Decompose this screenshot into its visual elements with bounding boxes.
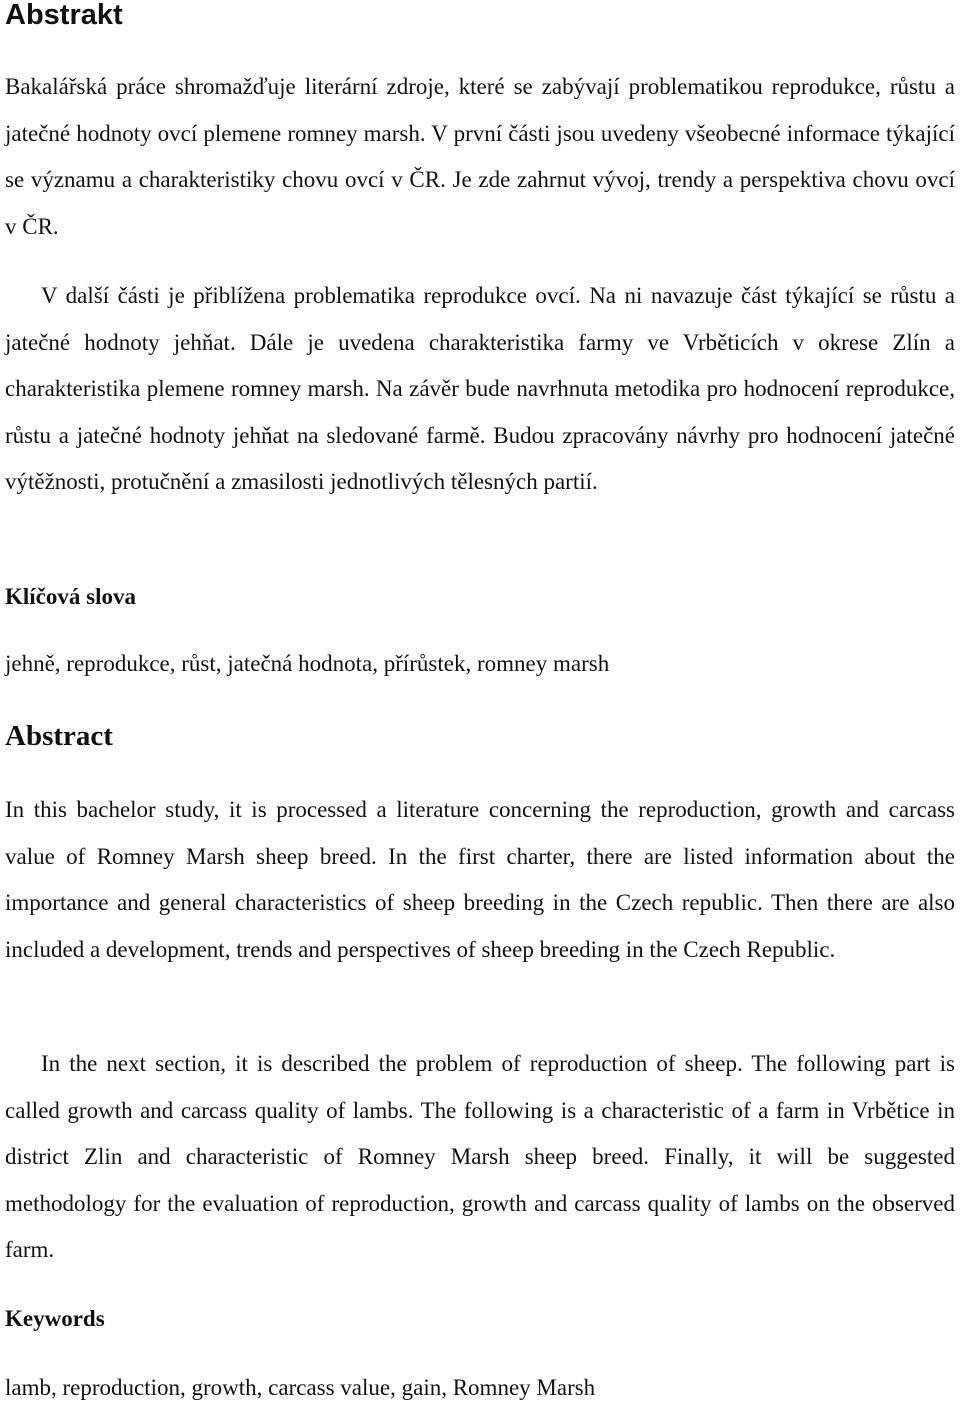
english-keywords-heading: Keywords	[5, 1306, 105, 1331]
english-abstract-paragraph-1: In this bachelor study, it is processed a literature concerning the reproduction, growth and carcass value of Romney Marsh sheep breed. In the first charter, there are listed information about the importance and general characteristics of sheep breeding in the Czech republic. Then there are also included a development, trends and perspectives of sheep breeding in the Czech Republic.	[5, 797, 955, 962]
english-abstract-heading: Abstract	[5, 720, 113, 752]
czech-abstract-paragraph-1: Bakalářská práce shromažďuje literární zdroje, které se zabývají problematikou reprodukce, růstu a jatečné hodnoty ovcí plemene romney marsh. V první části jsou uvedeny všeobecné informace týkající se významu a charakteristiky chovu ovcí v ČR. Je zde zahrnut vývoj, trendy a perspektiva chovu ovcí v ČR.	[5, 74, 955, 239]
english-abstract-paragraph-2: In the next section, it is described the problem of reproduction of sheep. The following part is called growth and carcass quality of lambs. The following is a characteristic of a farm in Vrbětice in district Zlin and characteristic of Romney Marsh sheep breed. Finally, it will be suggested methodology for the evaluation of reproduction, growth and carcass quality of lambs on the observed farm.	[5, 1051, 955, 1263]
czech-abstract-heading: Abstrakt	[5, 0, 123, 31]
czech-abstract-paragraph-2: V další části je přiblížena problematika reprodukce ovcí. Na ni navazuje část týkající se růstu a jatečné hodnoty jehňat. Dále je uvedena charakteristika farmy ve Vrběticích v okrese Zlín a charakteristika plemene romney marsh. Na závěr bude navrhnuta metodika pro hodnocení reprodukce, růstu a jatečné hodnoty jehňat na sledované farmě. Budou zpracovány návrhy pro hodnocení jatečné výtěžnosti, protučnění a zmasilosti jednotlivých tělesných partií.	[5, 283, 955, 495]
english-keywords-list: lamb, reproduction, growth, carcass value, gain, Romney Marsh	[5, 1375, 596, 1400]
czech-keywords-heading: Klíčová slova	[5, 584, 136, 609]
czech-keywords-list: jehně, reprodukce, růst, jatečná hodnota, přírůstek, romney marsh	[5, 651, 610, 676]
